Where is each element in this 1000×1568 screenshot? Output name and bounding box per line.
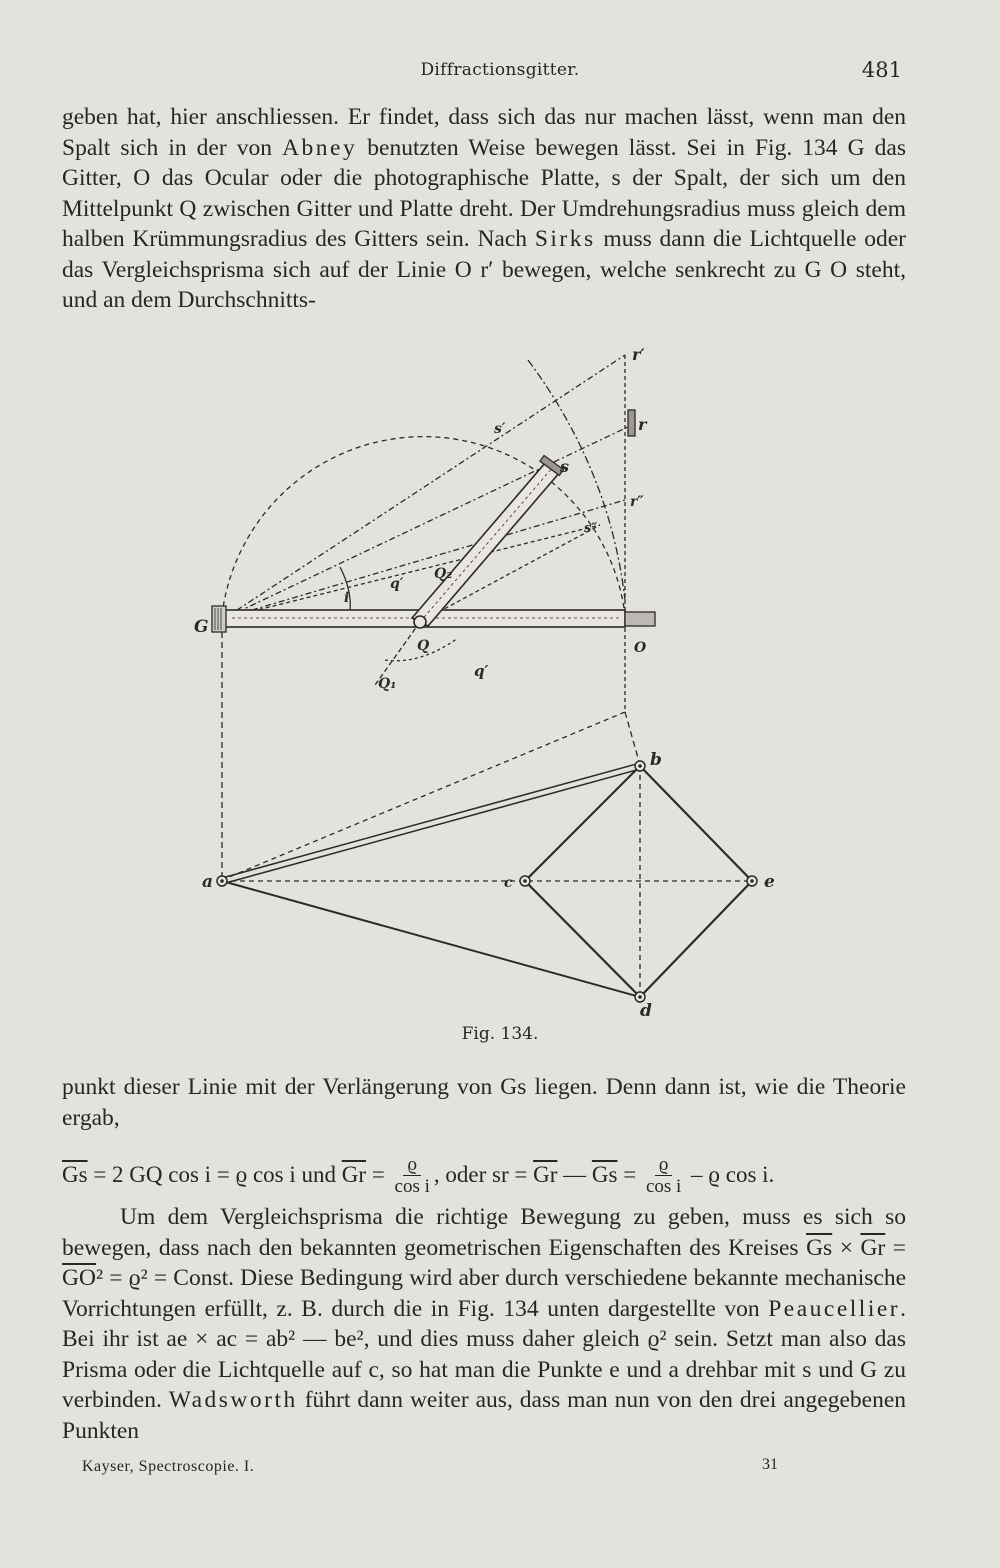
- running-title: Diffractionsgitter.: [420, 60, 580, 80]
- paragraph-intro: [62, 102, 906, 316]
- fraction-1-numerator: ϱ: [403, 1155, 421, 1176]
- para1-text-a: geben hat, hier anschliessen. Er findet, dass sich das nur machen lässt, wenn man den Spalt sich in der von: [62, 104, 906, 161]
- formula-text-3: , oder sr =: [433, 1161, 534, 1187]
- label-r-double: r″: [630, 494, 644, 510]
- label-q-one: Q₁: [378, 676, 397, 692]
- para3-go: $\overline{GO}$: [62, 1265, 96, 1291]
- para3-gs: $\overline{Gs}$: [806, 1234, 833, 1261]
- ocular-o: [625, 612, 655, 626]
- link-o-a-dashed: [222, 712, 625, 880]
- label-s-prime: s′: [494, 421, 506, 437]
- label-q-two: Q₂: [434, 566, 453, 582]
- para1-text-c: muss dann die Lichtquelle oder das Vergleichsprisma sich auf der Linie O r′ bewegen, welche senkrecht zu G O steht, und an dem Durchschnitts-: [62, 226, 906, 313]
- fraction-2-numerator: ϱ: [655, 1155, 673, 1176]
- formula-gs: $\overline{Gs}$: [62, 1161, 88, 1187]
- para3-eq: =: [885, 1234, 906, 1261]
- line-g-r-prime: [225, 355, 625, 618]
- formula-text-5: =: [617, 1161, 642, 1187]
- formula-text-4: —: [557, 1161, 592, 1187]
- formula-gs-2: $\overline{Gs}$: [591, 1161, 618, 1187]
- label-d: d: [640, 1001, 652, 1021]
- formula-text-1: = 2 GQ cos i = ϱ cos i und: [87, 1161, 342, 1187]
- bar-c-d: [525, 881, 640, 997]
- figure-caption: Fig. 134.: [461, 1024, 539, 1044]
- slit-arm: [412, 462, 560, 626]
- name-peaucellier: Peaucellier: [768, 1295, 901, 1322]
- figure-134: [160, 340, 840, 1030]
- label-o: O: [634, 640, 647, 656]
- bar-c-b: [525, 766, 640, 881]
- paragraph-peaucellier: [62, 1202, 906, 1446]
- formula-gr: $\overline{Gr}$: [341, 1161, 367, 1187]
- fraction-1: [395, 1155, 430, 1198]
- formula-line: [62, 1155, 774, 1198]
- fraction-2: [646, 1155, 681, 1198]
- page-footer: [0, 1458, 1000, 1484]
- line-g-r: [225, 425, 632, 618]
- para3-rest3: führt dann weiter aus, dass man nun von den drei angegebenen Punkten: [62, 1387, 907, 1444]
- formula: [62, 1150, 906, 1202]
- footer-author: Kayser, Spectroscopie. I.: [82, 1458, 255, 1475]
- para1-text-b: benutzten Weise bewegen lässt. Sei in Fig. 134 G das Gitter, O das Ocular oder die photographische Platte, s der Spalt, der sich um den Mittelpunkt Q zwischen Gitter und Platte dreht. Der Umdrehungsradius muss gleich dem halben Krümmungsradius des Gitters sein. Nach: [62, 134, 906, 252]
- line-g-r-double: [225, 500, 625, 618]
- label-q-prime-upper: q′: [390, 576, 404, 592]
- name-sirks: Sirks: [534, 226, 596, 252]
- para3-intro: Um dem Vergleichsprisma die richtige Bewegung zu geben, muss es sich so bewegen, dass nach den bekannten geometrischen Eigenschaften des Kreises: [62, 1204, 906, 1261]
- formula-gr-2: $\overline{Gr}$: [533, 1161, 558, 1187]
- fraction-2-denominator: cos i: [645, 1175, 682, 1197]
- label-r-prime: r′: [632, 345, 645, 364]
- label-s: s: [560, 457, 570, 476]
- label-q-prime-lower: q′: [474, 662, 489, 680]
- label-c: c: [504, 875, 513, 891]
- running-head: [0, 58, 1000, 88]
- label-a: a: [202, 872, 214, 892]
- label-r: r: [638, 415, 647, 434]
- fraction-1-denominator: cos i: [394, 1175, 430, 1197]
- name-abney: Abney: [282, 134, 358, 161]
- para3-times: ×: [832, 1234, 861, 1261]
- para3-gr: $\overline{Gr}$: [860, 1234, 886, 1261]
- bar-d-e: [640, 881, 752, 997]
- label-q: Q: [417, 638, 430, 654]
- label-s-double: s″: [584, 521, 598, 536]
- pivot-q: [414, 616, 426, 628]
- formula-text-6: – ϱ cos i.: [685, 1161, 775, 1187]
- paragraph-theory: punkt dieser Linie mit der Verlängerung von Gs liegen. Denn dann ist, wie die Theorie ergab,: [62, 1074, 906, 1131]
- line-g-s-double: [225, 525, 600, 618]
- bar-a-b-1: [222, 763, 640, 878]
- para3-rest1: ² = ϱ² = Const. Diese Bedingung wird aber durch verschiedene bekannte mechanische Vorrichtungen erfüllt, z. B. durch die in Fig. 134 unten dargestellte von: [62, 1265, 906, 1322]
- prism-r: [628, 410, 635, 436]
- bar-a-b-2: [222, 769, 640, 884]
- figure-134-diagram: [160, 340, 840, 1030]
- bar-b-e: [640, 766, 752, 881]
- para3-rest2: . Bei ihr ist ae × ac = ab² — be², und dies muss daher gleich ϱ² sein. Setzt man also das Prisma oder die Lichtquelle auf c, so hat man die Punkte e und a drehbar mit s und G zu verbinden.: [62, 1295, 906, 1413]
- label-g: G: [194, 617, 209, 637]
- page-number: 481: [861, 58, 902, 82]
- label-b: b: [650, 750, 662, 770]
- grating-g: [212, 606, 226, 632]
- label-i: i: [344, 590, 350, 606]
- footer-signature: 31: [762, 1456, 778, 1473]
- label-e: e: [764, 872, 775, 892]
- link-o-b: [625, 712, 640, 765]
- name-wadsworth: Wadsworth: [168, 1387, 298, 1413]
- formula-text-2: =: [366, 1161, 391, 1187]
- bar-a-d: [222, 881, 640, 997]
